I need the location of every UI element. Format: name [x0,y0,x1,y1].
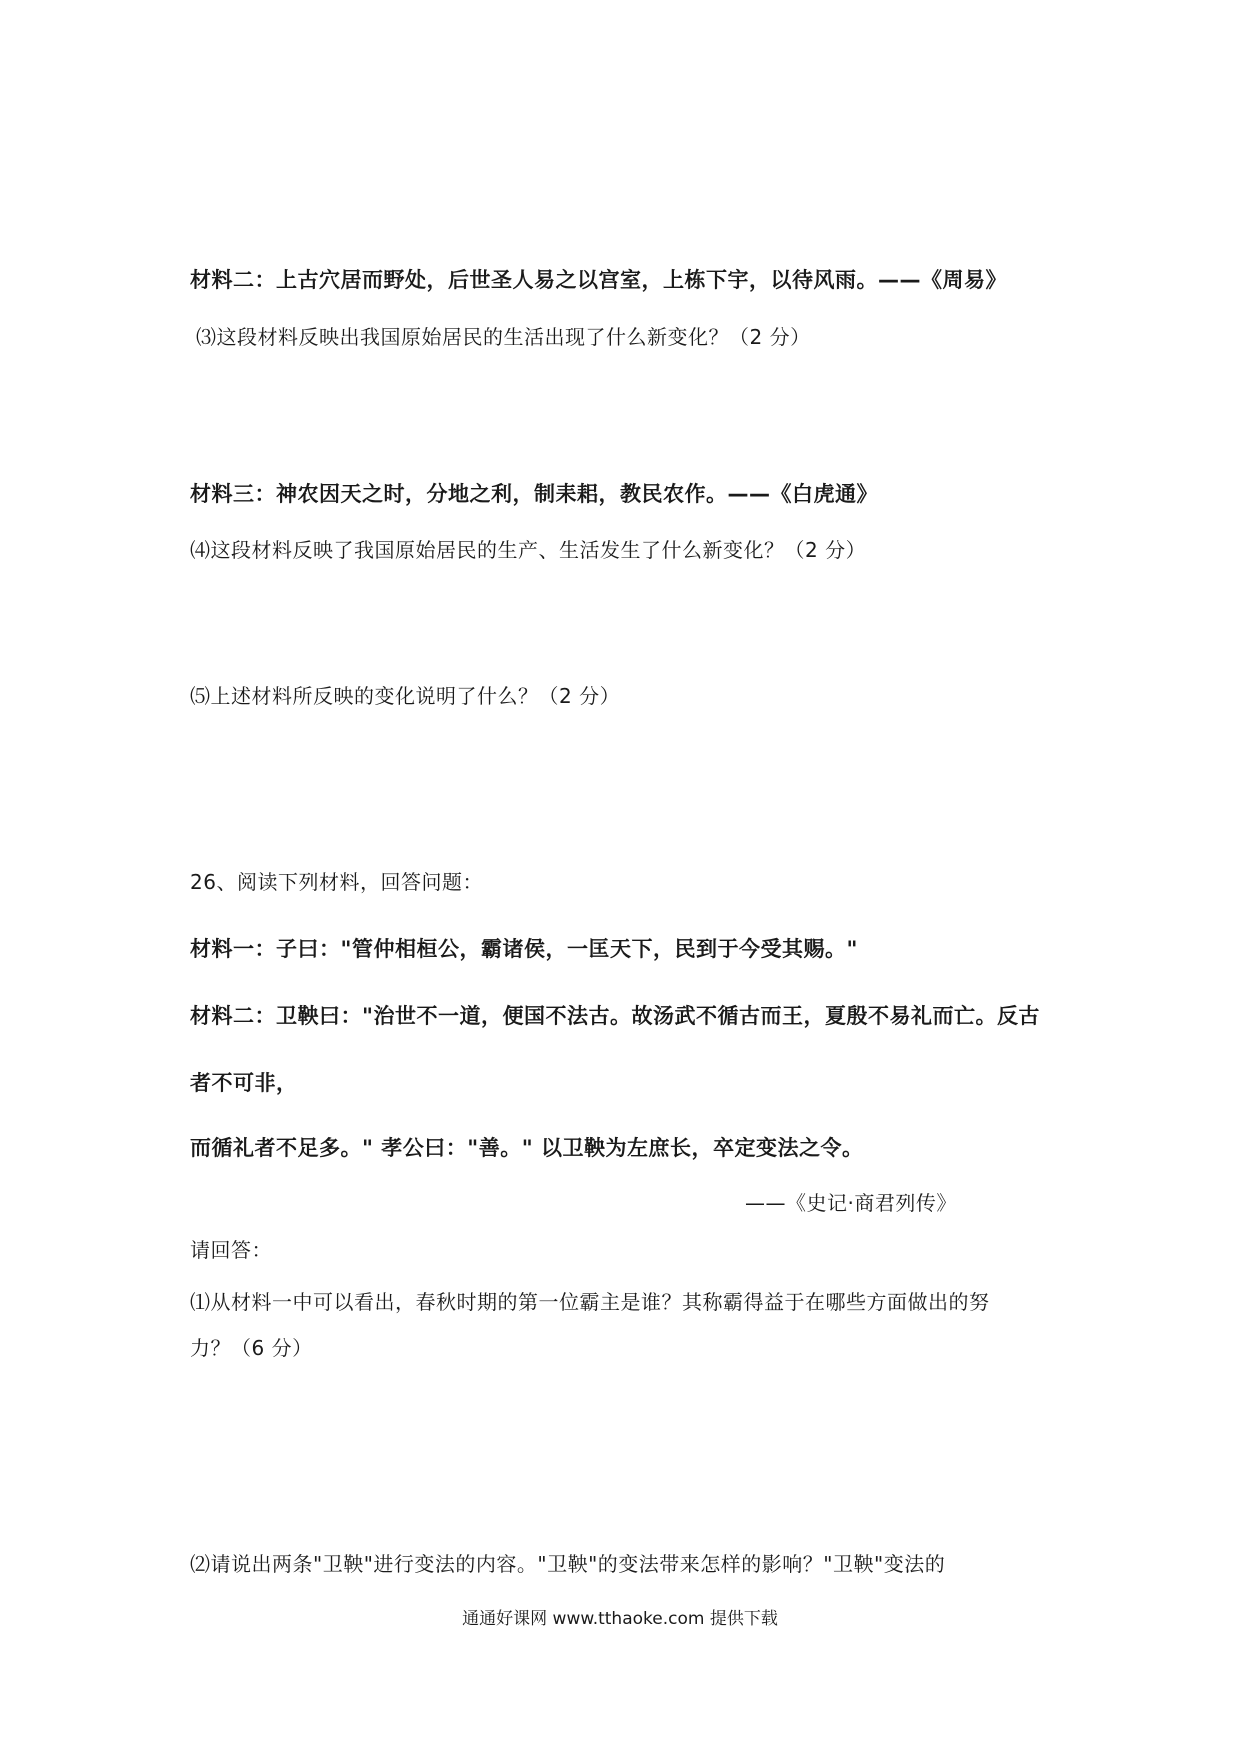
q25-sub3: ⑶这段材料反映出我国原始居民的生活出现了什么新变化？（2 分） [196,325,811,349]
q26-material1: 材料一：子曰："管仲相桓公，霸诸侯，一匡天下，民到于今受其赐。" [190,937,858,961]
q26-material2-line1: 材料二：卫鞅曰："治世不一道，便国不法古。故汤武不循古而王，夏殷不易礼而亡。反古 [190,1004,1040,1028]
q26-heading: 26、阅读下列材料，回答问题： [190,870,483,894]
q26-sub1-line2: 力？（6 分） [190,1336,313,1360]
q26-sub2-line1: ⑵请说出两条"卫鞅"进行变法的内容。"卫鞅"的变法带来怎样的影响？"卫鞅"变法的 [190,1552,946,1576]
q26-sub1-line1: ⑴从材料一中可以看出，春秋时期的第一位霸主是谁？其称霸得益于在哪些方面做出的努 [190,1290,990,1314]
q26-source: ——《史记·商君列传》 [745,1191,957,1215]
q25-sub4: ⑷这段材料反映了我国原始居民的生产、生活发生了什么新变化？（2 分） [190,538,867,562]
footer-credit: 通通好课网 www.tthaoke.com 提供下载 [462,1609,778,1629]
q26-material2-line2: 者不可非， [190,1071,298,1095]
q26-material2-line3: 而循礼者不足多。" 孝公曰："善。" 以卫鞅为左庶长，卒定变法之令。 [190,1136,864,1160]
q25-material2: 材料二：上古穴居而野处，后世圣人易之以宫室，上栋下宇，以待风雨。——《周易》 [190,268,1007,292]
q25-sub5: ⑸上述材料所反映的变化说明了什么？（2 分） [190,684,621,708]
q25-material3: 材料三：神农因天之时，分地之利，制耒耜，教民农作。——《白虎通》 [190,482,878,506]
q26-prompt: 请回答： [190,1238,272,1262]
